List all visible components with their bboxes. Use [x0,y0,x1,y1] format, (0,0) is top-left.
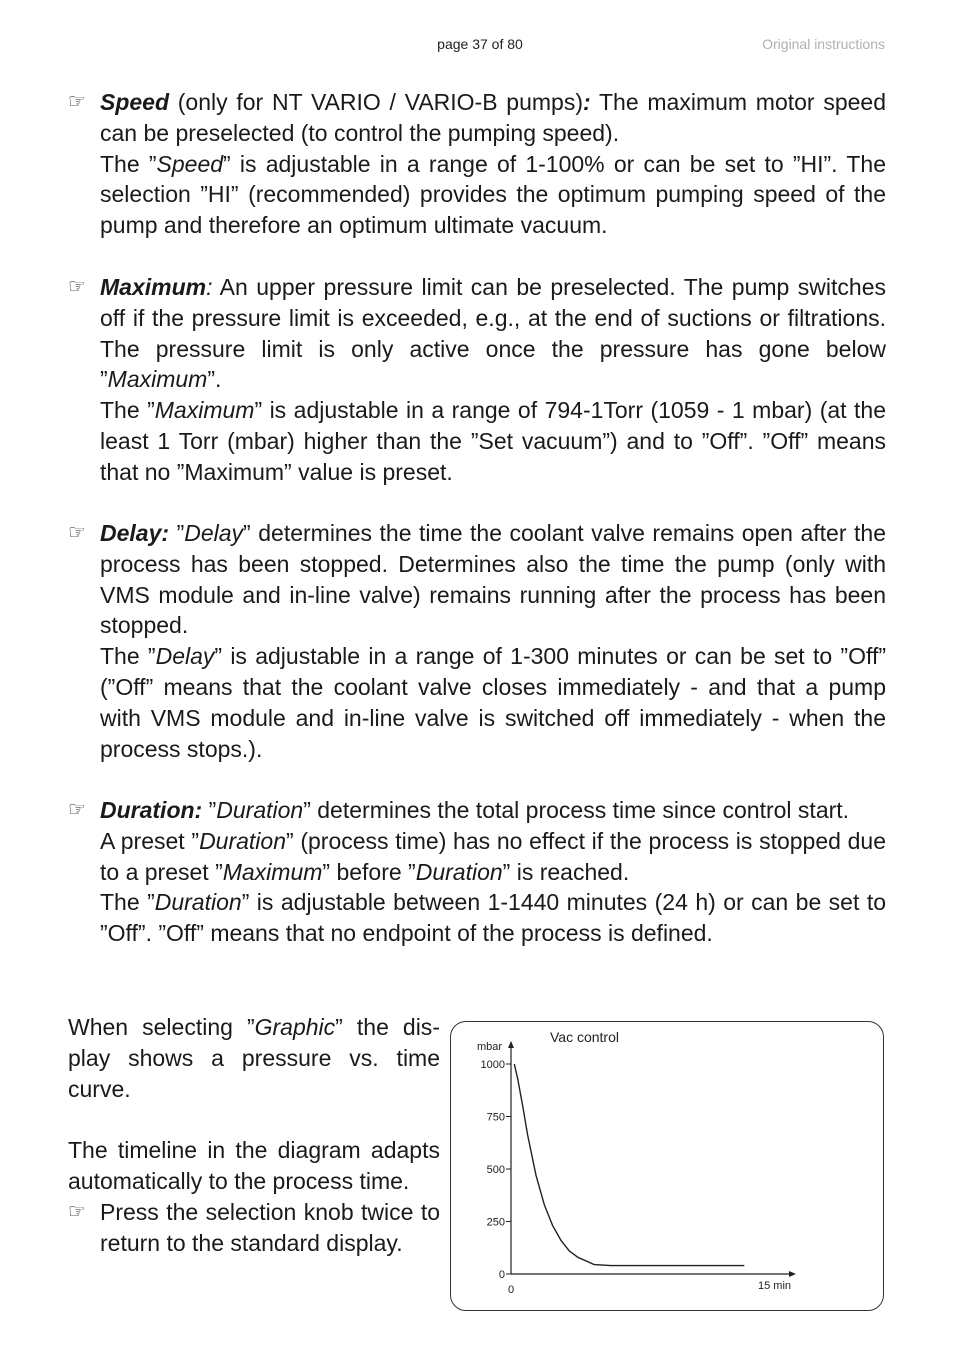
pressure-time-chart [451,1022,885,1312]
y-tick-label: 1000 [480,1059,505,1071]
pointing-hand-icon: ☞ [68,91,86,113]
y-tick-label: 750 [486,1111,505,1124]
pressure-curve [514,1064,744,1266]
pointing-hand-icon: ☞ [68,1200,86,1223]
y-tick-label: 0 [498,1269,505,1281]
x-tick-label: 0 [507,1284,515,1296]
instruction-bullet: ☞ Press the selection knob twice to return to the standard display. [68,1198,440,1256]
pointing-hand-icon: ☞ [68,522,86,544]
graphic-description: When selecting ”Graphic” the display shows a pressure vs. time curve. The timeline in the diagram adapts automatically to the process time. ☞ Press the selection knob twice to return to the standard display. [68,1012,440,1259]
x-axis-arrow [789,1271,796,1277]
chart-title: Vac control [550,1029,619,1045]
term-duration: Duration: [100,797,203,823]
term-maximum: Maximum [100,274,207,300]
section-maximum: ☞ Maximum: An upper pressure limit can be preselected. The pump switches off if the pressure limit is exceeded, e.g., at the end of suctions or filtrations. The pressure limit is only active once the pressure has gone below ”Maximum”. The ”Maximum” is adjustable in a range of 794-1Torr (1059 - 1 mbar) (at the least 1 Torr (mbar) higher than the ”Set vacuum”) and to ”Off”. ”Off” means that no ”Maximum” value is preset. [68,274,886,485]
term-speed: Speed [100,89,170,115]
pointing-hand-icon: ☞ [68,799,86,821]
section-delay: ☞ Delay: ”Delay” determines the time the coolant valve remains open after the process has been stopped. Determines also the time the pump (only with VMS module and in-line valve) remains running after the process has been stopped. The ”Delay” is adjustable in a range of 1-300 minutes or can be set to ”Off” (”Off” means that the coolant valve closes immediately - and that a pump with VMS module and in-line valve is switched off immediately - when the process stops.). [68,520,887,762]
term-delay: Delay: [100,520,170,546]
section-duration: ☞ Duration: ”Duration” determines the total process time since control start. A preset ”Duration” (process time) has no effect if the process is stopped due to a preset ”Maximum” before ”Duration” is reached. The ”Duration” is adjustable between 1-1440 minutes (24 h) or can be set to ”Off”. ”Off” means that no endpoint of the process is defined. [68,797,886,947]
header-label: Original instructions [762,36,885,52]
section-speed: ☞ Speed (only for NT VARIO / VARIO-B pumps): The maximum motor speed can be preselected (to control the pumping speed). The ”Speed” is adjustable in a range of 1-100% or can be set to ”HI”. The selection ”HI” (recommended) provides the optimum pumping speed of the pump and therefore an optimum ultimate vacuum. [68,89,886,239]
vac-control-display [450,1021,884,1311]
y-tick-label: 250 [486,1216,505,1229]
page-number: page 37 of 80 [437,36,523,52]
pointing-hand-icon: ☞ [68,276,86,298]
y-axis-arrow [508,1041,514,1048]
x-tick-label: 15 min [758,1280,792,1292]
y-tick-label: 500 [486,1164,505,1176]
y-axis-label: mbar [477,1041,503,1053]
